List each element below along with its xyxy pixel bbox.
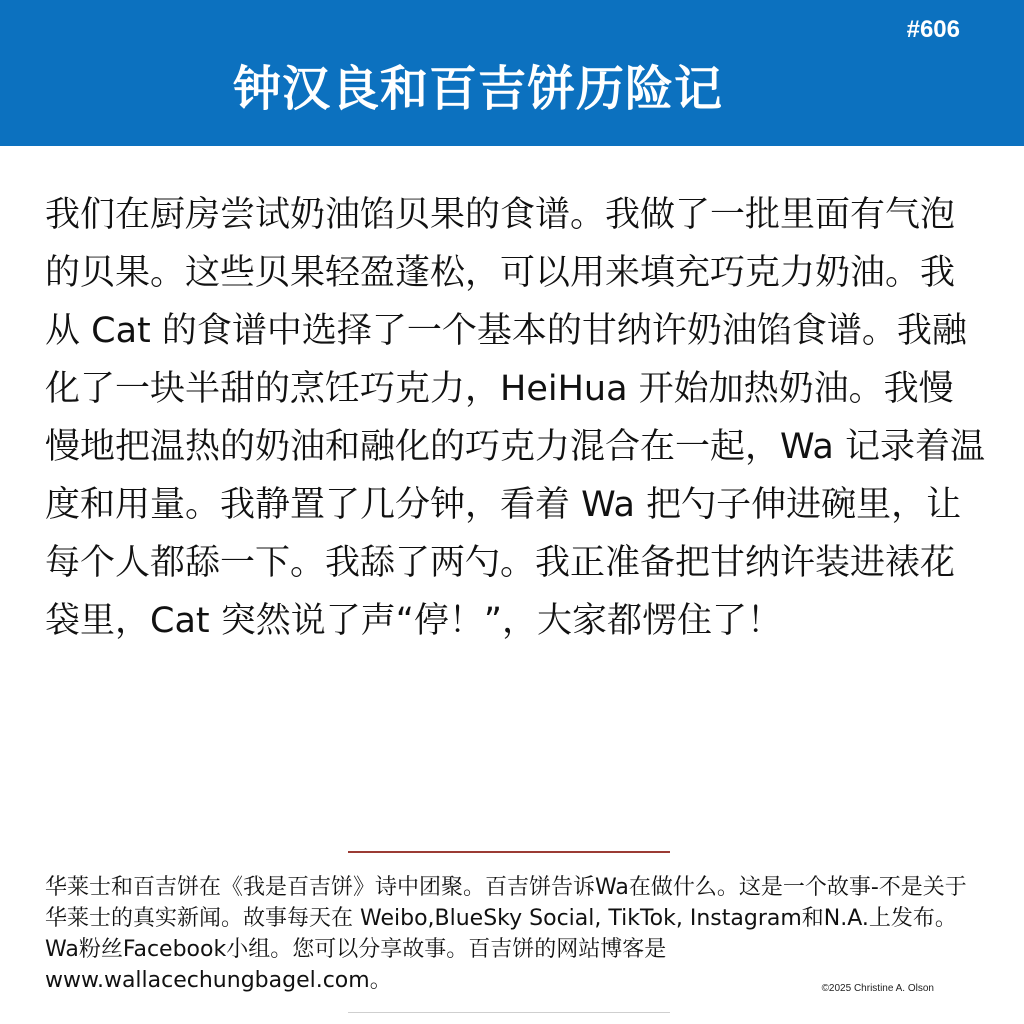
copyright-notice: ©2025 Christine A. Olson (821, 983, 934, 994)
bottom-divider (348, 1012, 670, 1013)
page-title: 钟汉良和百吉饼历险记 (232, 61, 723, 117)
header-banner (0, 0, 1024, 146)
episode-number: #606 (906, 16, 960, 43)
story-text: 我们在厨房尝试奶油馅贝果的食谱。我做了一批里面有气泡的贝果。这些贝果轻盈蓬松，可以用来填充巧克力奶油。我从 Cat 的食谱中选择了一个基本的甘纳许奶油馅食谱。我融化了一块半甜的烹饪巧克力，HeiHua 开始加热奶油。我慢慢地把温热的奶油和融化的巧克力混合在一起，Wa 记录着温度和用量。我静置了几分钟，看着 Wa 把勺子伸进碗里，让每个人都舔一下。我舔了两勺。我正准备把甘纳许装进裱花袋里，Cat 突然说了声“停！”，大家都愣住了！ (45, 195, 985, 641)
footer-text: 华莱士和百吉饼在《我是百吉饼》诗中团聚。百吉饼告诉Wa在做什么。这是一个故事-不是关于华莱士的真实新闻。故事每天在 Weibo,BlueSky Social, TikTok, Instagram和N.A.上发布。Wa粉丝Facebook小组。您可以分享故事。百吉饼的网站博客是www.wallacechungbagel.com。 (45, 875, 967, 993)
divider-line (348, 851, 670, 853)
